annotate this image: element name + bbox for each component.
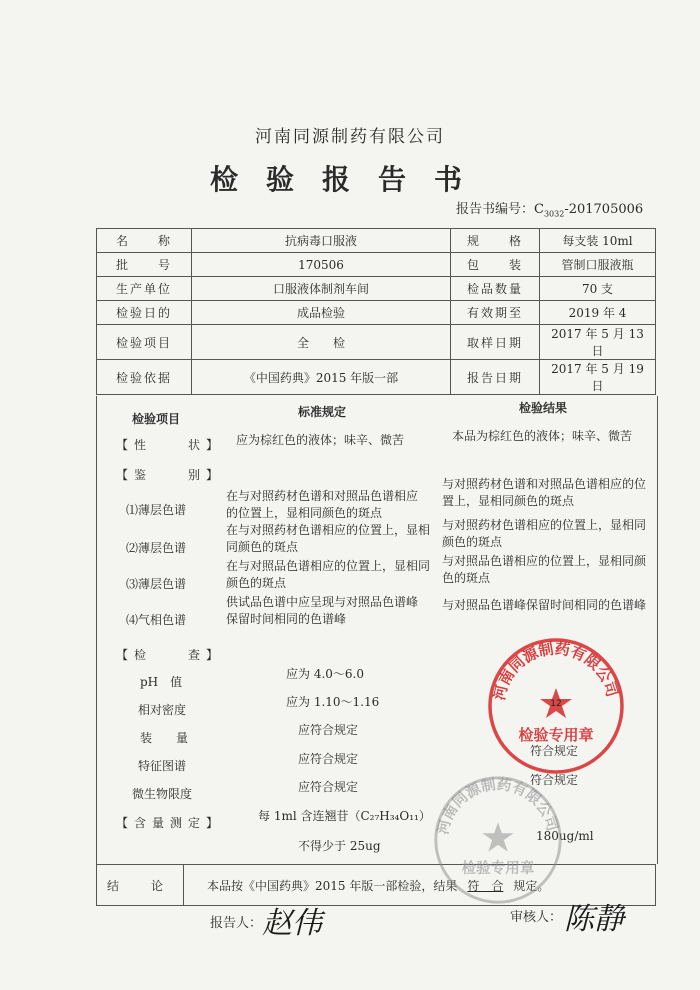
exam-fingerprint-std: 应符合规定: [298, 752, 359, 766]
info-row: [97, 301, 656, 325]
info-cell-l2: 报告日期: [451, 360, 540, 395]
info-row: [97, 229, 656, 253]
conclusion-fill: 符 合: [467, 879, 504, 893]
exam-volume-name: 装 量: [140, 731, 189, 745]
info-cell-l2: 有效期至: [451, 301, 540, 325]
ident-1-name: ⑴薄层色谱: [126, 503, 187, 517]
info-cell-l1: 名 称: [97, 229, 192, 253]
exam-ph-std: 应为 4.0～6.0: [286, 667, 364, 681]
col-header-result: 检验结果: [519, 401, 568, 415]
reviewer-label: 审核人：: [510, 910, 563, 925]
report-number-value: -201705006: [564, 202, 644, 217]
info-cell-v2: 每支装 10ml: [540, 229, 656, 253]
info-cell-v1: 全 检: [192, 325, 451, 360]
ident-4-std1: 供试品色谱中应呈现与对照品色谱峰: [226, 595, 419, 609]
info-cell-l1: 检验日的: [97, 301, 192, 325]
section-identification: 【鉴 别】: [116, 468, 225, 482]
assay-result: 180ug/ml: [536, 829, 594, 843]
exam-microbial-name: 微生物限度: [132, 787, 193, 801]
info-row: [97, 325, 656, 360]
info-cell-v1: 口服液体制剂车间: [192, 277, 451, 301]
ident-2-std1: 在与对照药材色谱相应的位置上，显相: [226, 523, 431, 537]
info-cell-l2: 包 装: [451, 253, 540, 277]
ident-2-res2: 颜色的斑点: [442, 535, 503, 549]
report-number-prefix: C: [534, 202, 544, 217]
exam-fingerprint-res: 符合规定: [530, 744, 579, 758]
ident-2-res1: 与对照药材色谱相应的位置上，显相同: [442, 518, 647, 532]
report-number-sub: 3032: [543, 209, 565, 219]
assay-std2: 不得少于 25ug: [298, 839, 381, 853]
faded-seal-center-text: 检验专用章: [461, 860, 535, 878]
exam-microbial-res: 符合规定: [530, 773, 579, 787]
ident-1-res1: 与对照药材色谱和对照品色谱相应的位: [442, 477, 647, 491]
info-row: [97, 360, 656, 395]
character-standard: 应为棕红色的液体；味辛、微苦: [236, 433, 405, 447]
ident-3-name: ⑶薄层色谱: [126, 577, 187, 591]
faded-seal-ring-text: 河南同源制药有限公司: [434, 776, 561, 837]
info-cell-v2: 70 支: [540, 277, 656, 301]
exam-microbial-std: 应符合规定: [298, 780, 359, 794]
ident-2-name: ⑵薄层色谱: [126, 541, 187, 555]
character-result: 本品为棕红色的液体；味辛、微苦: [452, 429, 633, 443]
info-cell-v2: 管制口服液瓶: [540, 253, 656, 277]
conclusion-text-b: 规定。: [513, 879, 550, 893]
info-cell-l2: 检品数量: [451, 277, 540, 301]
section-examination: 【检 查】: [116, 648, 225, 662]
col-header-item: 检验项目: [132, 412, 181, 426]
info-cell-v2: 2017 年 5 月 19 日: [540, 360, 656, 395]
exam-volume-std: 应符合规定: [298, 723, 359, 737]
conclusion-text-a: 本品按《中国药典》2015 年版一部检验，结果: [207, 879, 458, 893]
info-cell-v1: 《中国药典》2015 年版一部: [192, 360, 451, 395]
section-assay: 【含量测定】: [116, 816, 225, 830]
document-title: 检验报告书: [209, 163, 490, 196]
ident-4-name: ⑷气相色谱: [126, 613, 187, 627]
col-header-standard: 标准规定: [298, 405, 347, 419]
faded-seal-stamp: [430, 772, 566, 908]
exam-ph-name: pH 值: [140, 675, 183, 689]
info-row: [97, 253, 656, 277]
info-cell-v1: 成品检验: [192, 301, 451, 325]
report-number-label: 报告书编号：: [456, 202, 535, 217]
section-character: 【性 状】: [116, 438, 225, 452]
info-row: [97, 277, 656, 301]
info-table: [96, 228, 656, 395]
info-cell-l2: 取样日期: [451, 325, 540, 360]
ident-3-res1: 与对照品色谱相应的位置上，显相同颜: [442, 554, 647, 568]
ident-1-std1: 在与对照药材色谱和对照品色谱相应: [226, 489, 419, 503]
ident-4-res1: 与对照品色谱峰保留时间相同的色谱峰: [442, 598, 647, 612]
seal-ring-text: 河南同源制药有限公司: [490, 639, 622, 702]
info-cell-v1: 抗病毒口服液: [192, 229, 451, 253]
info-cell-v2: 2019 年 4: [540, 301, 656, 325]
ident-3-std1: 在与对照品色谱相应的位置上，显相同: [226, 559, 431, 573]
conclusion-label: 结 论: [97, 865, 184, 905]
exam-density-name: 相对密度: [138, 703, 187, 717]
company-name: 河南同源制药有限公司: [255, 127, 445, 147]
reporter-label: 报告人：: [210, 916, 263, 931]
report-number: [456, 198, 643, 219]
seal-number: 12: [550, 699, 562, 709]
reporter-signature: 赵伟: [262, 906, 322, 941]
ident-2-std2: 同颜色的斑点: [226, 540, 299, 554]
faded-seal-star-icon: [482, 823, 513, 852]
info-cell-v2: 2017 年 5 月 13 日: [540, 325, 656, 360]
info-cell-l1: 检验项目: [97, 325, 192, 360]
ident-3-std2: 颜色的斑点: [226, 576, 287, 590]
seal-center-text: 检验专用章: [518, 726, 594, 744]
exam-density-std: 应为 1.10～1.16: [286, 695, 380, 709]
ident-3-res2: 色的斑点: [442, 571, 491, 585]
inspection-seal-stamp: [486, 636, 626, 776]
assay-std1: 每 1ml 含连翘苷（C₂₇H₃₄O₁₁）: [258, 809, 431, 823]
ident-4-std2: 保留时间相同的色谱峰: [226, 612, 347, 626]
info-cell-v1: 170506: [192, 253, 451, 277]
ident-1-std2: 的位置上，显相同颜色的斑点: [226, 506, 383, 520]
info-cell-l1: 检验依据: [97, 360, 192, 395]
info-cell-l1: 生产单位: [97, 277, 192, 301]
info-cell-l1: 批 号: [97, 253, 192, 277]
ident-1-res2: 置上，显相同颜色的斑点: [442, 494, 575, 508]
reviewer-signature: 陈静: [564, 902, 624, 937]
info-cell-l2: 规 格: [451, 229, 540, 253]
exam-fingerprint-name: 特征图谱: [138, 759, 187, 773]
